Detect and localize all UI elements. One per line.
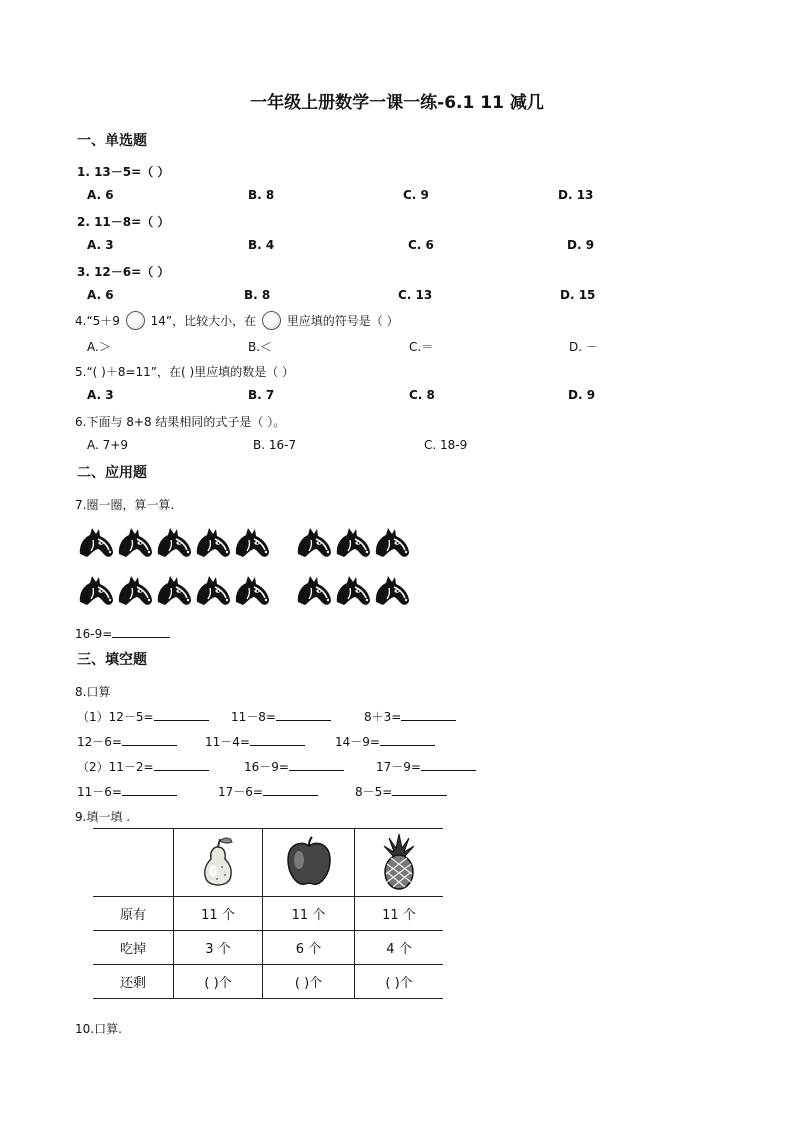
mental-math-item	[77, 783, 177, 800]
mental-math-expression: 14－9=	[335, 735, 380, 749]
fruit-header-cell	[174, 829, 263, 897]
section-heading-fill-in: 三、填空题	[77, 652, 147, 668]
question-6-option-b[interactable]: B. 16-7	[253, 438, 297, 452]
answer-blank[interactable]	[289, 758, 344, 771]
answer-blank[interactable]	[154, 758, 209, 771]
table-corner-cell	[93, 829, 174, 897]
horse-head-icon	[373, 574, 411, 608]
horse-head-icon	[373, 526, 411, 560]
question-2-option-b[interactable]: B. 4	[248, 238, 275, 252]
blank-circle-icon	[262, 311, 281, 330]
mental-math-expression: 8＋3=	[364, 710, 402, 724]
horse-head-icon	[77, 574, 115, 608]
question-4-option-b[interactable]: B.＜	[248, 340, 273, 354]
horse-head-icon	[334, 526, 372, 560]
horse-head-icon	[233, 526, 271, 560]
mental-math-expression: （1）12－5=	[77, 710, 154, 724]
question-10-stem: 10.口算.	[75, 1022, 122, 1036]
answer-blank[interactable]	[122, 783, 177, 796]
question-3-stem: 3. 12－6=（ ）	[77, 265, 170, 279]
horse-head-icon	[194, 526, 232, 560]
row-label: 原有	[93, 897, 174, 931]
question-2-option-d[interactable]: D. 9	[567, 238, 595, 252]
question-5-option-d[interactable]: D. 9	[568, 388, 596, 402]
question-6-option-a[interactable]: A. 7+9	[87, 438, 128, 452]
question-2-option-a[interactable]: A. 3	[87, 238, 114, 252]
question-5-stem: 5.“( )＋8=11”，在( )里应填的数是（ ）	[75, 365, 295, 379]
question-9-stem: 9.填一填 .	[75, 810, 131, 824]
remaining-answer-cell[interactable]: ( )个	[355, 965, 444, 999]
question-1-option-d[interactable]: D. 13	[558, 188, 594, 202]
answer-blank[interactable]	[380, 733, 435, 746]
answer-blank[interactable]	[122, 733, 177, 746]
mental-math-item	[335, 733, 435, 750]
question-4-stem-part-b: 14”，比较大小，在	[150, 314, 257, 328]
answer-blank[interactable]	[250, 733, 305, 746]
question-4-stem-part-a: 4.“5＋9	[75, 314, 120, 328]
horse-head-icon	[116, 526, 154, 560]
eaten-count: 4 个	[355, 931, 444, 965]
question-3-option-b[interactable]: B. 8	[244, 288, 271, 302]
question-5-option-b[interactable]: B. 7	[248, 388, 275, 402]
answer-blank[interactable]	[263, 783, 318, 796]
remaining-answer-cell[interactable]: ( )个	[174, 965, 263, 999]
question-3-option-c[interactable]: C. 13	[398, 288, 433, 302]
original-count: 11 个	[174, 897, 263, 931]
answer-blank[interactable]	[112, 625, 170, 638]
question-2-stem: 2. 11－8=（ ）	[77, 215, 170, 229]
question-5-option-c[interactable]: C. 8	[409, 388, 435, 402]
mental-math-item	[355, 783, 447, 800]
question-1-option-a[interactable]: A. 6	[87, 188, 114, 202]
answer-blank[interactable]	[421, 758, 476, 771]
answer-blank[interactable]	[401, 708, 456, 721]
answer-blank[interactable]	[154, 708, 209, 721]
question-1-option-b[interactable]: B. 8	[248, 188, 275, 202]
question-3-option-a[interactable]: A. 6	[87, 288, 114, 302]
fruit-header-cell	[263, 829, 355, 897]
question-6-stem: 6.下面与 8+8 结果相同的式子是（ ）。	[75, 415, 286, 429]
horse-head-icon	[295, 574, 333, 608]
mental-math-item	[218, 783, 318, 800]
horse-head-icon	[77, 526, 115, 560]
fruit-table	[93, 828, 443, 999]
blank-circle-icon	[126, 311, 145, 330]
horse-head-icon	[194, 574, 232, 608]
question-1-option-c[interactable]: C. 9	[403, 188, 429, 202]
question-6-option-c[interactable]: C. 18-9	[424, 438, 468, 452]
question-1-stem: 1. 13－5=（ ）	[77, 165, 170, 179]
question-4-option-d[interactable]: D. －	[569, 340, 598, 354]
answer-blank[interactable]	[392, 783, 447, 796]
mental-math-item	[77, 708, 209, 725]
question-5-option-a[interactable]: A. 3	[87, 388, 114, 402]
original-count: 11 个	[263, 897, 355, 931]
mental-math-expression: 12－6=	[77, 735, 122, 749]
row-label: 吃掉	[93, 931, 174, 965]
mental-math-item	[205, 733, 305, 750]
eaten-count: 6 个	[263, 931, 355, 965]
mental-math-expression: 11－8=	[231, 710, 276, 724]
question-4-stem	[75, 312, 399, 331]
question-7-equation-text: 16-9=	[75, 627, 113, 641]
remaining-answer-cell[interactable]: ( )个	[263, 965, 355, 999]
section-heading-single-choice: 一、单选题	[77, 133, 147, 149]
original-count: 11 个	[355, 897, 444, 931]
mental-math-item	[231, 708, 331, 725]
mental-math-expression: 11－4=	[205, 735, 250, 749]
mental-math-expression: 16－9=	[244, 760, 289, 774]
question-2-option-c[interactable]: C. 6	[408, 238, 434, 252]
section-heading-application: 二、应用题	[77, 465, 147, 481]
horse-head-icon	[155, 574, 193, 608]
mental-math-item	[364, 708, 456, 725]
question-7-stem: 7.圈一圈，算一算.	[75, 498, 175, 512]
apple-icon	[283, 834, 335, 888]
mental-math-item	[376, 758, 476, 775]
mental-math-item	[77, 733, 177, 750]
mental-math-item	[244, 758, 344, 775]
question-7-equation	[75, 625, 170, 641]
fruit-header-cell	[355, 829, 444, 897]
question-4-option-c[interactable]: C.＝	[409, 340, 434, 354]
horse-head-icon	[155, 526, 193, 560]
page-title: 一年级上册数学一课一练-6.1 11 减几	[250, 93, 544, 113]
mental-math-expression: （2）11－2=	[77, 760, 154, 774]
mental-math-item	[77, 758, 209, 775]
horse-head-icon	[295, 526, 333, 560]
pineapple-icon	[379, 832, 419, 890]
horse-head-icon	[233, 574, 271, 608]
question-3-option-d[interactable]: D. 15	[560, 288, 596, 302]
question-8-stem: 8.口算	[75, 685, 111, 699]
mental-math-expression: 11－6=	[77, 785, 122, 799]
row-label: 还剩	[93, 965, 174, 999]
question-4-stem-part-c: 里应填的符号是（ ）	[286, 314, 399, 328]
mental-math-expression: 17－9=	[376, 760, 421, 774]
pear-icon	[198, 833, 238, 889]
eaten-count: 3 个	[174, 931, 263, 965]
horse-head-icon	[334, 574, 372, 608]
mental-math-expression: 17－6=	[218, 785, 263, 799]
horse-head-icon	[116, 574, 154, 608]
question-4-option-a[interactable]: A.＞	[87, 340, 111, 354]
answer-blank[interactable]	[276, 708, 331, 721]
mental-math-expression: 8－5=	[355, 785, 393, 799]
